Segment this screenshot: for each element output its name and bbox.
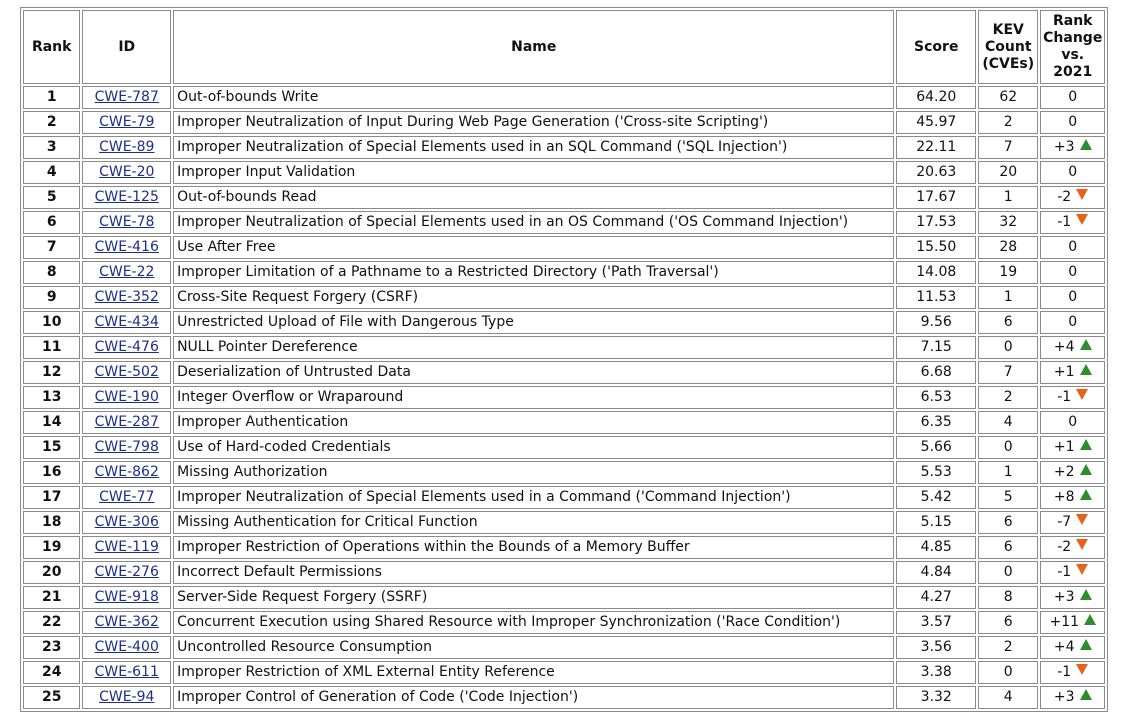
kev-count-cell: 1 [978,286,1038,309]
rank-change-value: +2 [1053,464,1075,480]
name-cell: Server-Side Request Forgery (SSRF) [173,586,894,609]
score-cell: 17.67 [896,186,976,209]
cwe-link[interactable]: CWE-400 [94,639,159,655]
id-cell [82,186,171,209]
table-row [23,511,1105,534]
score-cell: 7.15 [896,336,976,359]
name-cell: Out-of-bounds Write [173,86,894,109]
cwe-link[interactable]: CWE-476 [94,339,159,355]
rank-change-value: +8 [1053,489,1075,505]
cwe-link[interactable]: CWE-190 [94,389,159,405]
rank-change-cell [1040,361,1105,384]
score-cell: 9.56 [896,311,976,334]
rank-change-cell [1040,411,1105,434]
table-row [23,336,1105,359]
table-row [23,261,1105,284]
name-cell: Improper Restriction of Operations within the Bounds of a Memory Buffer [173,536,894,559]
arrow-down-icon [1076,214,1088,225]
arrow-up-icon [1080,464,1092,475]
kev-count-cell: 4 [978,686,1038,709]
id-cell [82,311,171,334]
rank-change-value: +1 [1053,439,1075,455]
rank-cell: 23 [23,636,80,659]
rank-change-cell [1040,486,1105,509]
header-score: Score [896,10,976,84]
rank-change-value: 0 [1068,164,1078,180]
score-cell: 6.35 [896,411,976,434]
rank-change-value: -1 [1057,564,1072,580]
header-id: ID [82,10,171,84]
rank-cell: 24 [23,661,80,684]
score-cell: 5.53 [896,461,976,484]
rank-cell: 20 [23,561,80,584]
rank-change-value: 0 [1068,314,1078,330]
rank-change-cell [1040,511,1105,534]
arrow-down-icon [1076,514,1088,525]
cwe-link[interactable]: CWE-89 [99,139,155,155]
table-row [23,211,1105,234]
id-cell [82,211,171,234]
rank-change-cell [1040,561,1105,584]
kev-count-cell: 6 [978,511,1038,534]
cwe-link[interactable]: CWE-787 [94,89,159,105]
cwe-link[interactable]: CWE-918 [94,589,159,605]
rank-change-cell [1040,536,1105,559]
rank-change-value: +11 [1049,614,1080,630]
header-kev-line: KEV [992,21,1024,38]
kev-count-cell: 4 [978,411,1038,434]
rank-change-value: 0 [1068,89,1078,105]
rank-change-cell [1040,586,1105,609]
cwe-link[interactable]: CWE-125 [94,189,159,205]
score-cell: 3.38 [896,661,976,684]
id-cell [82,361,171,384]
arrow-up-icon [1080,639,1092,650]
score-cell: 15.50 [896,236,976,259]
kev-count-cell: 7 [978,136,1038,159]
kev-count-cell: 8 [978,586,1038,609]
cwe-link[interactable]: CWE-362 [94,614,159,630]
score-cell: 4.27 [896,586,976,609]
kev-count-cell: 20 [978,161,1038,184]
id-cell [82,561,171,584]
arrow-up-icon [1080,589,1092,600]
cwe-link[interactable]: CWE-306 [94,514,159,530]
id-cell [82,686,171,709]
rank-change-cell [1040,86,1105,109]
cwe-link[interactable]: CWE-434 [94,314,159,330]
rank-cell: 11 [23,336,80,359]
arrow-up-icon [1080,489,1092,500]
kev-count-cell: 7 [978,361,1038,384]
rank-change-value: +4 [1053,639,1075,655]
cwe-link[interactable]: CWE-20 [99,164,155,180]
table-row [23,486,1105,509]
rank-change-value: -1 [1057,214,1072,230]
table-row [23,686,1105,709]
rank-cell: 16 [23,461,80,484]
id-cell [82,336,171,359]
cwe-link[interactable]: CWE-798 [94,439,159,455]
cwe-link[interactable]: CWE-78 [99,214,155,230]
name-cell: Integer Overflow or Wraparound [173,386,894,409]
rank-change-cell [1040,436,1105,459]
rank-change-value: -2 [1057,189,1072,205]
id-cell [82,486,171,509]
header-name: Name [173,10,894,84]
name-cell: Uncontrolled Resource Consumption [173,636,894,659]
rank-change-cell [1040,236,1105,259]
score-cell: 5.66 [896,436,976,459]
table-row [23,361,1105,384]
name-cell: Improper Neutralization of Input During Web Page Generation ('Cross-site Scripting') [173,111,894,134]
table-row [23,436,1105,459]
header-kev-line: Count [985,38,1032,55]
arrow-up-icon [1080,439,1092,450]
name-cell: Improper Limitation of a Pathname to a Restricted Directory ('Path Traversal') [173,261,894,284]
rank-cell: 21 [23,586,80,609]
kev-count-cell: 19 [978,261,1038,284]
rank-change-value: -1 [1057,664,1072,680]
kev-count-cell: 62 [978,86,1038,109]
id-cell [82,261,171,284]
id-cell [82,636,171,659]
name-cell: Missing Authentication for Critical Function [173,511,894,534]
name-cell: Use of Hard-coded Credentials [173,436,894,459]
table-row [23,586,1105,609]
table-row [23,411,1105,434]
name-cell: Missing Authorization [173,461,894,484]
name-cell: Incorrect Default Permissions [173,561,894,584]
arrow-down-icon [1076,389,1088,400]
rank-change-cell [1040,261,1105,284]
score-cell: 14.08 [896,261,976,284]
id-cell [82,586,171,609]
rank-change-value: 0 [1068,289,1078,305]
rank-change-cell [1040,611,1105,634]
kev-count-cell: 28 [978,236,1038,259]
kev-count-cell: 2 [978,636,1038,659]
rank-cell: 5 [23,186,80,209]
arrow-down-icon [1076,539,1088,550]
id-cell [82,386,171,409]
arrow-up-icon [1080,364,1092,375]
table-body [23,86,1105,709]
name-cell: Improper Neutralization of Special Elements used in a Command ('Command Injection') [173,486,894,509]
rank-change-cell [1040,211,1105,234]
name-cell: Improper Neutralization of Special Elements used in an OS Command ('OS Command Injection') [173,211,894,234]
table-row [23,161,1105,184]
rank-cell: 2 [23,111,80,134]
score-cell: 4.85 [896,536,976,559]
name-cell: Concurrent Execution using Shared Resource with Improper Synchronization ('Race Condition') [173,611,894,634]
rank-cell: 18 [23,511,80,534]
table-row [23,286,1105,309]
name-cell: Improper Authentication [173,411,894,434]
table-row [23,661,1105,684]
rank-change-value: 0 [1068,239,1078,255]
table-row [23,136,1105,159]
table-row [23,86,1105,109]
id-cell [82,611,171,634]
kev-count-cell: 6 [978,311,1038,334]
kev-count-cell: 32 [978,211,1038,234]
rank-change-value: +4 [1053,339,1075,355]
score-cell: 20.63 [896,161,976,184]
cwe-link[interactable]: CWE-94 [99,689,155,705]
rank-cell: 17 [23,486,80,509]
score-cell: 3.56 [896,636,976,659]
rank-change-cell [1040,111,1105,134]
header-change-line: Rank [1052,13,1093,29]
name-cell: Improper Input Validation [173,161,894,184]
rank-cell: 8 [23,261,80,284]
header-kev-count [978,10,1038,84]
id-cell [82,111,171,134]
id-cell [82,286,171,309]
rank-change-value: 0 [1068,114,1078,130]
score-cell: 6.53 [896,386,976,409]
rank-cell: 15 [23,436,80,459]
rank-change-value: -7 [1057,514,1072,530]
header-rank-change [1040,10,1105,84]
cwe-link[interactable]: CWE-119 [94,539,159,555]
header-kev-line: (CVEs) [982,55,1035,72]
cwe-link[interactable]: CWE-276 [94,564,159,580]
score-cell: 22.11 [896,136,976,159]
score-cell: 4.84 [896,561,976,584]
score-cell: 11.53 [896,286,976,309]
score-cell: 5.42 [896,486,976,509]
rank-change-value: +3 [1053,139,1075,155]
arrow-down-icon [1076,189,1088,200]
header-change-line: vs. [1061,47,1085,63]
id-cell [82,411,171,434]
rank-change-value: 0 [1068,264,1078,280]
id-cell [82,236,171,259]
score-cell: 45.97 [896,111,976,134]
table-row [23,561,1105,584]
name-cell: Deserialization of Untrusted Data [173,361,894,384]
rank-cell: 22 [23,611,80,634]
cwe-link[interactable]: CWE-416 [94,239,159,255]
rank-change-value: +3 [1053,589,1075,605]
table-row [23,636,1105,659]
name-cell: Out-of-bounds Read [173,186,894,209]
id-cell [82,86,171,109]
score-cell: 17.53 [896,211,976,234]
rank-change-cell [1040,286,1105,309]
rank-change-value: -2 [1057,539,1072,555]
name-cell: Use After Free [173,236,894,259]
rank-cell: 12 [23,361,80,384]
rank-cell: 25 [23,686,80,709]
rank-cell: 6 [23,211,80,234]
kev-count-cell: 6 [978,536,1038,559]
kev-count-cell: 2 [978,386,1038,409]
cwe-link[interactable]: CWE-77 [99,489,155,505]
rank-change-value: +3 [1053,689,1075,705]
cwe-link[interactable]: CWE-287 [94,414,159,430]
kev-count-cell: 0 [978,661,1038,684]
rank-change-cell [1040,386,1105,409]
id-cell [82,536,171,559]
rank-change-cell [1040,636,1105,659]
id-cell [82,461,171,484]
name-cell: NULL Pointer Dereference [173,336,894,359]
header-change-line: Change [1043,30,1103,46]
kev-count-cell: 5 [978,486,1038,509]
id-cell [82,136,171,159]
rank-change-value: -1 [1057,389,1072,405]
rank-change-cell [1040,186,1105,209]
rank-change-cell [1040,336,1105,359]
arrow-down-icon [1076,564,1088,575]
rank-change-cell [1040,461,1105,484]
header-row [23,10,1105,84]
name-cell: Improper Neutralization of Special Elements used in an SQL Command ('SQL Injection') [173,136,894,159]
kev-count-cell: 6 [978,611,1038,634]
rank-change-value: +1 [1053,364,1075,380]
table-row [23,536,1105,559]
rank-cell: 4 [23,161,80,184]
kev-count-cell: 1 [978,461,1038,484]
score-cell: 3.32 [896,686,976,709]
table-row [23,461,1105,484]
id-cell [82,511,171,534]
cwe-link[interactable]: CWE-502 [94,364,159,380]
table-row [23,311,1105,334]
name-cell: Cross-Site Request Forgery (CSRF) [173,286,894,309]
arrow-up-icon [1080,689,1092,700]
name-cell: Improper Restriction of XML External Entity Reference [173,661,894,684]
rank-change-cell [1040,661,1105,684]
rank-change-cell [1040,136,1105,159]
header-change-line: 2021 [1053,64,1093,80]
arrow-up-icon [1080,339,1092,350]
arrow-up-icon [1084,614,1096,625]
rank-cell: 9 [23,286,80,309]
rank-change-cell [1040,686,1105,709]
arrow-down-icon [1076,664,1088,675]
table-row [23,386,1105,409]
score-cell: 3.57 [896,611,976,634]
name-cell: Unrestricted Upload of File with Dangerous Type [173,311,894,334]
kev-count-cell: 1 [978,186,1038,209]
cwe-link[interactable]: CWE-862 [94,464,159,480]
rank-cell: 19 [23,536,80,559]
id-cell [82,161,171,184]
rank-cell: 1 [23,86,80,109]
cwe-link[interactable]: CWE-79 [99,114,155,130]
id-cell [82,436,171,459]
rank-cell: 13 [23,386,80,409]
id-cell [82,661,171,684]
kev-count-cell: 0 [978,561,1038,584]
rank-change-cell [1040,161,1105,184]
kev-count-cell: 0 [978,436,1038,459]
table-row [23,186,1105,209]
score-cell: 64.20 [896,86,976,109]
arrow-up-icon [1080,139,1092,150]
kev-count-cell: 0 [978,336,1038,359]
rank-cell: 7 [23,236,80,259]
kev-count-cell: 2 [978,111,1038,134]
rank-cell: 14 [23,411,80,434]
cwe-top-25-table [20,7,1108,712]
cwe-link[interactable]: CWE-352 [94,289,159,305]
score-cell: 5.15 [896,511,976,534]
rank-change-value: 0 [1068,414,1078,430]
table-row [23,111,1105,134]
score-cell: 6.68 [896,361,976,384]
name-cell: Improper Control of Generation of Code ('Code Injection') [173,686,894,709]
rank-cell: 3 [23,136,80,159]
rank-change-cell [1040,311,1105,334]
table-row [23,236,1105,259]
cwe-link[interactable]: CWE-22 [99,264,155,280]
table-row [23,611,1105,634]
header-rank: Rank [23,10,80,84]
cwe-link[interactable]: CWE-611 [94,664,159,680]
rank-cell: 10 [23,311,80,334]
